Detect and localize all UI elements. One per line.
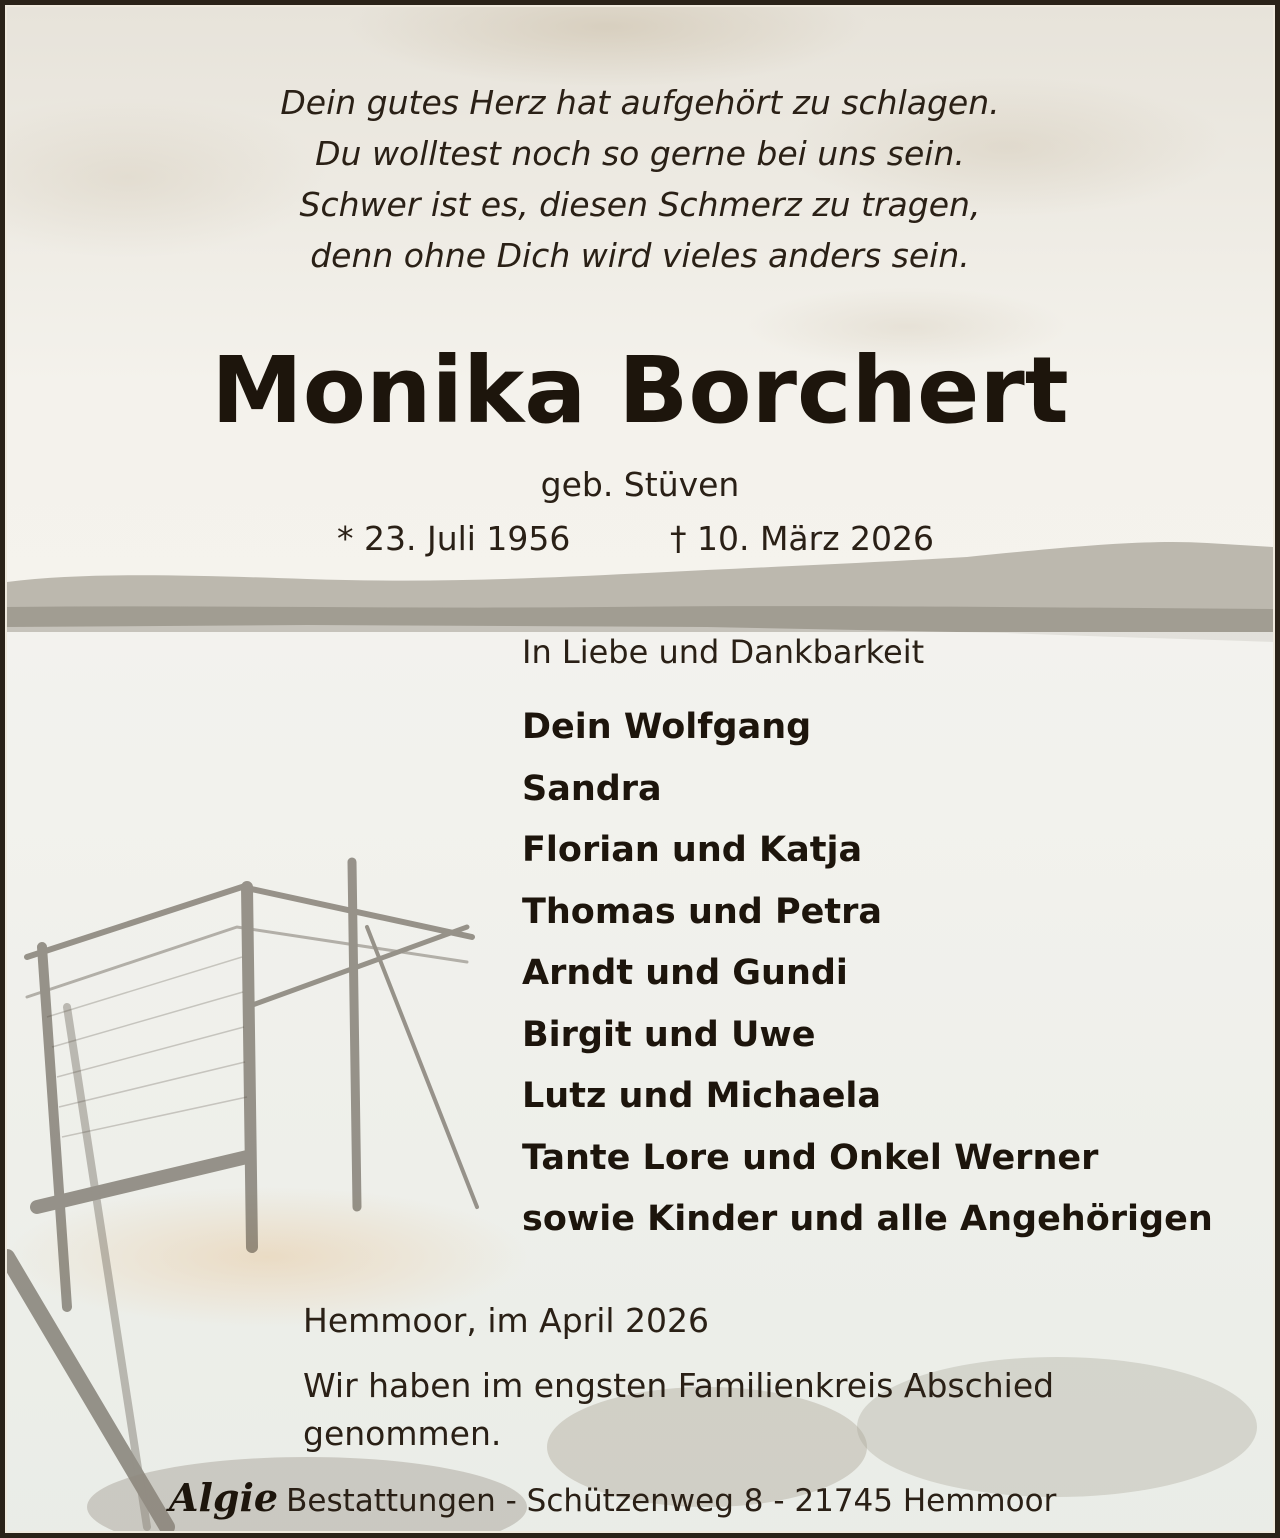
maiden-name: geb. Stüven bbox=[540, 465, 740, 504]
mourner-name: sowie Kinder und alle Angehörigen bbox=[522, 1199, 1213, 1239]
mourner-name: Dein Wolfgang bbox=[522, 707, 812, 747]
mourner-name: Arndt und Gundi bbox=[522, 953, 848, 993]
poem-line: Du wolltest noch so gerne bei uns sein. bbox=[315, 134, 965, 173]
notice-frame bbox=[5, 5, 1275, 1533]
funeral-home-logo: Algie bbox=[169, 1475, 279, 1520]
memorial-poem bbox=[7, 77, 1273, 281]
birth-date: * 23. Juli 1956 bbox=[337, 519, 571, 558]
mourner-name: Thomas und Petra bbox=[522, 891, 883, 932]
farewell-note: Wir haben im engsten Familienkreis Abschied genommen. bbox=[303, 1366, 1055, 1453]
dedication-line: In Liebe und Dankbarkeit bbox=[522, 633, 925, 671]
place-and-date: Hemmoor, im April 2026 bbox=[303, 1301, 710, 1340]
death-date: † 10. März 2026 bbox=[670, 519, 935, 558]
funeral-home-footer bbox=[169, 1475, 1056, 1520]
mourners-list bbox=[522, 697, 1213, 1251]
mourner-name: Florian und Katja bbox=[522, 830, 863, 870]
mourner-name: Tante Lore und Onkel Werner bbox=[522, 1137, 1099, 1178]
mourner-name: Lutz und Michaela bbox=[522, 1076, 882, 1116]
mourner-name: Birgit und Uwe bbox=[522, 1014, 816, 1055]
deceased-name: Monika Borchert bbox=[211, 337, 1069, 444]
poem-line: denn ohne Dich wird vieles anders sein. bbox=[310, 236, 970, 275]
poem-line: Dein gutes Herz hat aufgehört zu schlagen. bbox=[280, 83, 1000, 122]
mourner-name: Sandra bbox=[522, 768, 662, 809]
poem-line: Schwer ist es, diesen Schmerz zu tragen, bbox=[299, 185, 981, 224]
funeral-home-address: Bestattungen - Schützenweg 8 - 21745 Hemmoor bbox=[286, 1483, 1057, 1519]
